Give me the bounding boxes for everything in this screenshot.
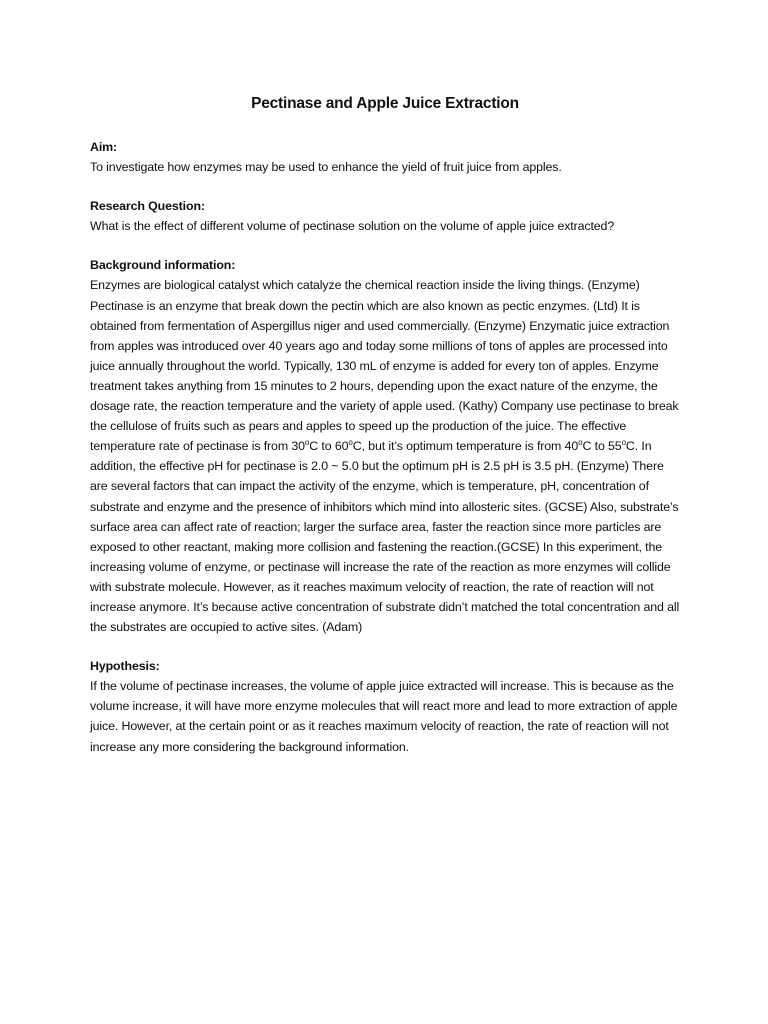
- background-text-part: C. In addition, the effective pH for pectinase is 2.0 ~ 5.0 but the optimum pH is 2.5 pH is 3.5 pH. (Enzyme) There are several factors that can impact the activity of the enzyme, which is temperature, pH, concentration of substrate and enzyme and the presence of inhibitors which mind into allosteric sites. (GCSE) Also, substrate’s surface area can affect rate of reaction; larger the surface area, faster the reaction since more particles are exposed to other reactant, making more collision and fastening the reaction.(GCSE) In this experiment, the increasing volume of enzyme, or pectinase will increase the rate of the reaction as more enzymes will collide with substrate molecule. However, as it reaches maximum velocity of reaction, the rate of reaction will not increase anymore. It’s because active concentration of substrate didn’t matched the total concentration and all the substrates are occupied to active sites. (Adam): [90, 439, 680, 635]
- degree-superscript: o: [304, 438, 310, 448]
- background-text-part: C, but it’s optimum temperature is from 40: [352, 439, 579, 454]
- background-text-part: Enzymes are biological catalyst which catalyze the chemical reaction inside the living things. (Enzyme) Pectinase is an enzyme that break down the pectin which are also known as pectic enzymes. (Ltd) It is obtained from fermentation of Aspergillus niger and used commercially. (Enzyme) Enzymatic juice extraction from apples was introduced over 40 years ago and today some millions of tons of apples are processed into juice annually throughout the world. Typically, 130 mL of enzyme is added for every ton of apples. Enzyme treatment takes anything from 15 minutes to 2 hours, depending upon the exact nature of the enzyme, the dosage rate, the reaction temperature and the variety of apple used. (Kathy) Company use pectinase to break the cellulose of fruits such as pears and apples to speed up the production of the juice. The effective temperature rate of pectinase is from 30: [90, 278, 679, 454]
- document-body: [90, 93, 680, 776]
- background-heading: Background information:: [90, 258, 236, 273]
- background-text-part: C to 60: [309, 439, 349, 454]
- document-title: Pectinase and Apple Juice Extraction: [251, 95, 519, 112]
- research-question-text: What is the effect of different volume of pectinase solution on the volume of apple juice extracted?: [90, 219, 615, 234]
- hypothesis-heading: Hypothesis:: [90, 659, 160, 674]
- background-text-part: C to 55: [582, 439, 622, 454]
- aim-section: [90, 137, 680, 177]
- research-question-heading: Research Question:: [90, 199, 205, 214]
- background-section: [90, 255, 680, 637]
- hypothesis-section: [90, 656, 680, 756]
- hypothesis-text: If the volume of pectinase increases, the volume of apple juice extracted will increase. This is because as the volume increase, it will have more enzyme molecules that will react more and lead to more extraction of apple juice. However, at the certain point or as it reaches maximum velocity of reaction, the rate of reaction will not increase any more considering the background information.: [90, 679, 678, 754]
- aim-heading: Aim:: [90, 140, 118, 154]
- research-question-section: [90, 196, 680, 236]
- degree-superscript: o: [621, 438, 626, 448]
- degree-superscript: o: [348, 438, 353, 448]
- background-text: [90, 275, 680, 637]
- aim-text: To investigate how enzymes may be used to enhance the yield of fruit juice from apples.: [90, 160, 562, 175]
- degree-superscript: o: [578, 438, 583, 448]
